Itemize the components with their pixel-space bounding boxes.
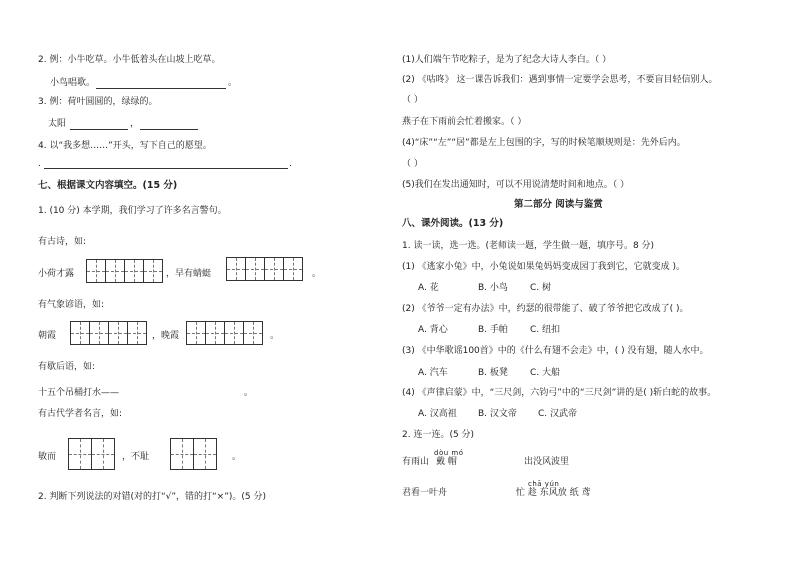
judge-4: (4)“床”“左”“居”都是左上包围的字，写的时候笔顺规则是：先外后内。	[402, 138, 686, 148]
poem-grid-1[interactable]	[86, 259, 163, 283]
q1-instruction: 1. (10 分) 本学期，我们学习了许多名言警句。	[38, 206, 227, 216]
q4-prompt: 4. 以“我多想……”开头，写下自己的愿望。	[38, 141, 212, 151]
q2-prompt: 小鸟唱歌。	[50, 78, 96, 88]
q3-prompt: 太阳	[48, 119, 67, 129]
match-left-2[interactable]: 君看一叶舟	[402, 488, 448, 498]
reading-q2-option-a[interactable]: A. 背心	[418, 325, 448, 335]
poem-part-a: 小荷才露	[38, 269, 75, 279]
poem-part-b: ，早有蜻蜓	[166, 269, 212, 279]
reading-q1-option-c[interactable]: C. 树	[530, 283, 552, 293]
judge-instruction: 2. 判断下列说法的对错(对的打“√”，错的打“×”)。(5 分)	[38, 492, 267, 502]
q2-example: 2. 例：小牛吃草。小牛低着头在山坡上吃草。	[38, 55, 221, 65]
reading-q3-option-b[interactable]: B. 板凳	[478, 368, 508, 378]
match-right-1[interactable]: 出没风波里	[524, 457, 570, 467]
reading-q2: (2) 《爷爷一定有办法》中，约瑟的很带能了、破了爷爷把它改成了( )。	[402, 304, 689, 314]
judge-2-bracket[interactable]: （ ）	[402, 95, 423, 105]
poem-grid-2[interactable]	[226, 257, 303, 281]
reading-q3: (3) 《中华歌谣100首》中的《什么有翅不会走》中，( ) 没有翅，随人水中。	[402, 346, 709, 356]
riddle-end: 。	[244, 388, 254, 398]
part-2-heading: 第二部分 阅读与鉴赏	[514, 199, 603, 210]
judge-2: (2) 《咕咚》 这一课告诉我们：遇到事情一定要学会思考，不要盲目轻信别人。	[402, 75, 718, 85]
match-left-1[interactable]: 有雨山	[402, 457, 430, 467]
reading-q1-option-a[interactable]: A. 花	[418, 283, 439, 293]
weather-grid-1[interactable]	[70, 321, 147, 345]
judge-4-bracket[interactable]: （ ）	[402, 159, 423, 169]
judge-3: 燕子在下雨前会忙着搬家。（ ）	[402, 117, 527, 127]
q3-answer-line-1[interactable]	[70, 128, 128, 130]
reading-q4-option-b[interactable]: B. 汉文帝	[478, 409, 517, 419]
reading-q4: (4) 《声律启蒙》中，“三尺剑，六钧弓”中的“三尺剑”讲的是( )斩白蛇的故事。	[402, 388, 717, 398]
ancient-intro: 有古代学者名言，如:	[38, 409, 123, 419]
q3-answer-line-2[interactable]	[140, 128, 198, 130]
ancient-part-b: ，不耻	[122, 452, 150, 462]
reading-instruction: 1. 读一读，选一选。(老师读一题，学生做一题，填序号。8 分)	[402, 241, 655, 251]
reading-q1-option-b[interactable]: B. 小鸟	[478, 283, 508, 293]
reading-q2-option-b[interactable]: B. 手帕	[478, 325, 508, 335]
matching-instruction: 2. 连一连。(5 分)	[402, 430, 475, 440]
reading-q2-option-c[interactable]: C. 纽扣	[530, 325, 561, 335]
q4-dot: .	[38, 159, 41, 169]
match-left-1-words: 戴 帽	[436, 457, 457, 467]
match-right-2-pinyin: chā yún	[528, 480, 560, 488]
poem-intro: 有古诗，如:	[38, 237, 87, 247]
judge-1: (1)人们端午节吃粽子，是为了纪念大诗人李白。（ ）	[402, 55, 612, 65]
reading-q3-option-a[interactable]: A. 汽车	[418, 368, 448, 378]
q4-answer-line[interactable]	[44, 167, 288, 169]
reading-q1: (1) 《逃家小兔》中，小兔说如果兔妈妈变成园丁我到它，它就变成 )。	[402, 262, 685, 272]
q2-end: 。	[228, 78, 238, 88]
weather-part-a: 朝霞	[38, 331, 57, 341]
ancient-grid-2[interactable]	[170, 438, 217, 470]
section-7-heading: 七、根据课文内容填空。(15 分)	[38, 180, 178, 191]
weather-end: 。	[270, 331, 280, 341]
match-left-1-pinyin: dòu mó	[434, 449, 464, 457]
reading-q3-option-c[interactable]: C. 大船	[530, 368, 561, 378]
riddle-text: 十五个吊桶打水——	[38, 388, 120, 398]
weather-part-b: ，晚霞	[152, 331, 180, 341]
reading-q4-option-a[interactable]: A. 汉高祖	[418, 409, 457, 419]
ancient-part-a: 敏而	[38, 452, 57, 462]
ancient-grid-1[interactable]	[68, 438, 115, 470]
riddle-intro: 有歇后语，如:	[38, 362, 96, 372]
match-right-2[interactable]: 忙 趁 东风放 纸 鸢	[516, 488, 591, 498]
ancient-end: 。	[232, 452, 242, 462]
q4-end: .	[289, 159, 292, 169]
q3-sep: ，	[130, 119, 140, 129]
q2-answer-line[interactable]	[96, 87, 226, 89]
judge-5: (5)我们在发出通知时，可以不用说清楚时间和地点。（ ）	[402, 180, 630, 190]
section-8-heading: 八、课外阅读。(13 分)	[402, 218, 504, 229]
weather-grid-2[interactable]	[186, 321, 263, 345]
q3-example: 3. 例：荷叶圆圆的，绿绿的。	[38, 97, 158, 107]
weather-intro: 有气象谚语，如:	[38, 300, 105, 310]
reading-q4-option-c[interactable]: C. 汉武帝	[538, 409, 578, 419]
poem-end: 。	[312, 269, 322, 279]
